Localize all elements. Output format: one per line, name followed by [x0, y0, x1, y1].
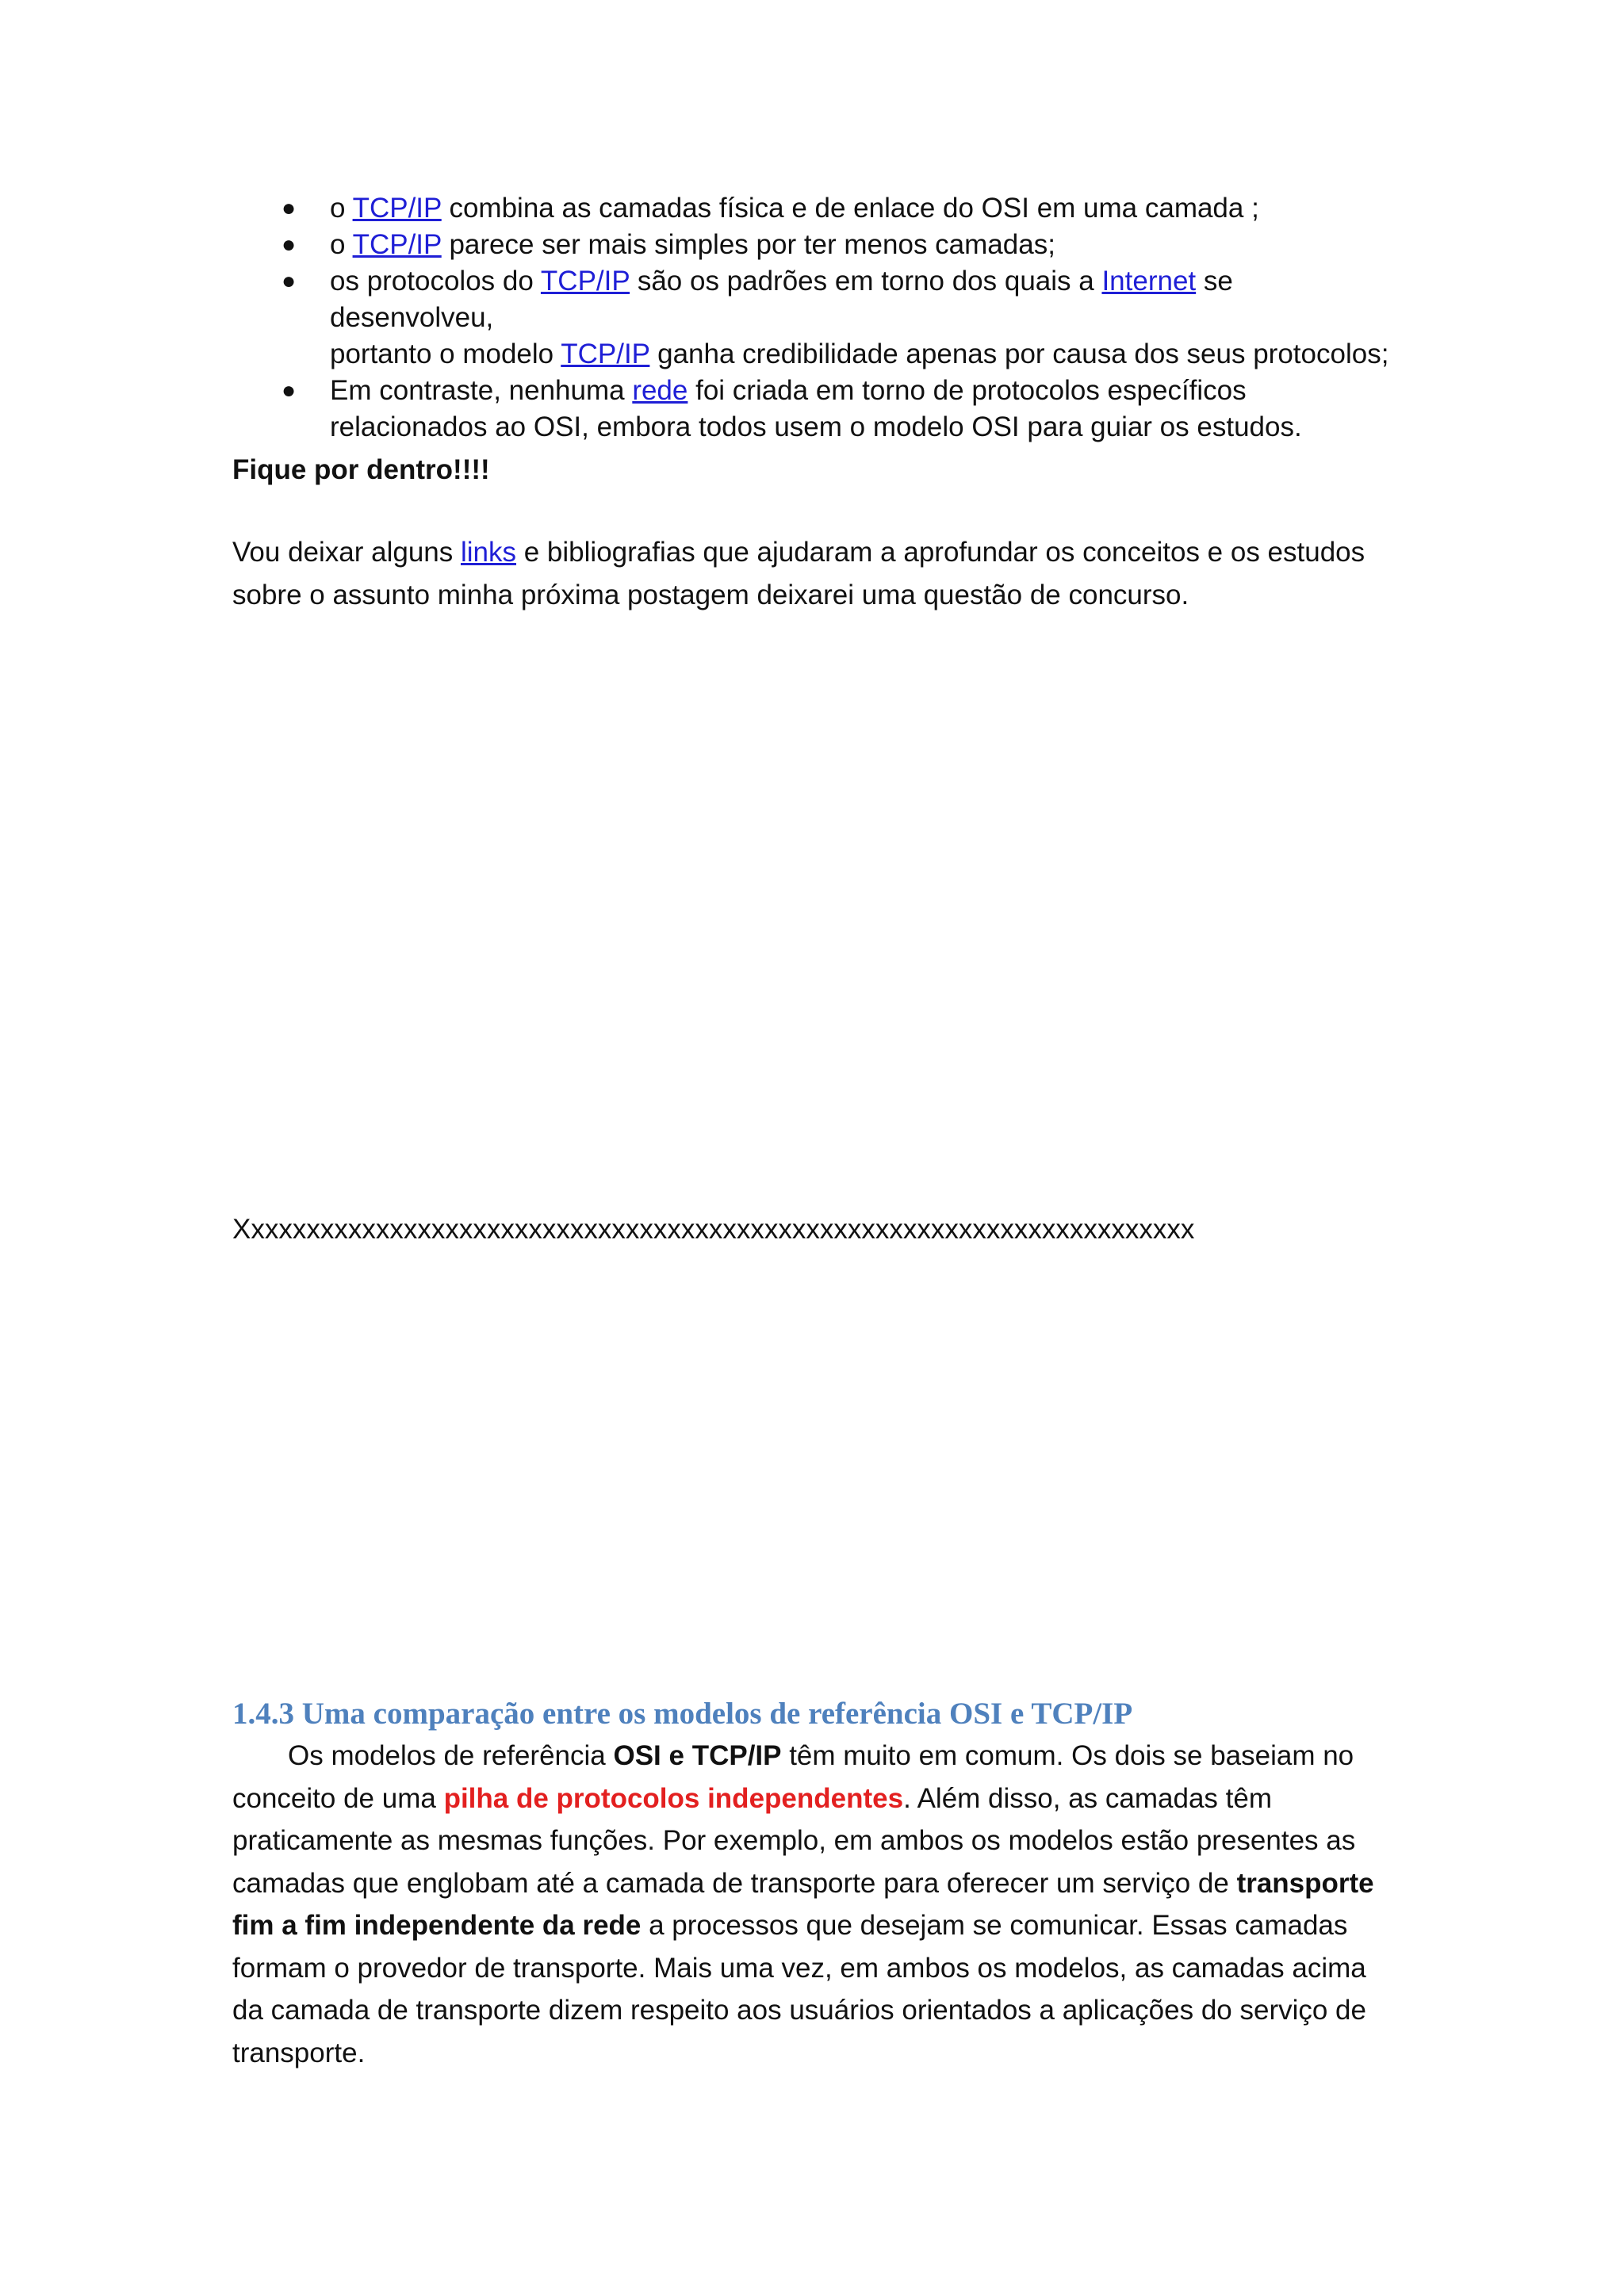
paragraph-text: Os modelos de referência — [288, 1740, 614, 1771]
bold-text: transporte fim a fim independente da rede — [232, 1867, 1374, 1941]
internet-link[interactable]: Internet — [1101, 266, 1197, 297]
list-item — [232, 227, 1398, 263]
bullet-section — [232, 190, 1398, 446]
tcpip-link[interactable]: TCP/IP — [352, 193, 442, 224]
bullet-text: Em contraste, nenhuma — [330, 375, 633, 406]
highlight-text: pilha de protocolos independentes — [443, 1782, 904, 1814]
bullet-text: relacionados ao OSI, embora todos usem o modelo OSI para guiar os estudos. — [330, 411, 1302, 442]
section-heading: 1.4.3 Uma comparação entre os modelos de referência OSI e TCP/IP — [232, 1697, 1133, 1731]
links-link[interactable]: links — [460, 537, 517, 568]
bullet-icon: ● — [282, 377, 297, 404]
bullet-icon: ● — [282, 195, 297, 221]
links-paragraph — [232, 531, 1398, 617]
fique-heading: Fique por dentro!!!! — [232, 454, 490, 485]
paragraph-text: a processos que desejam se comunicar. Essas camadas formam o provedor de transporte. Mais uma vez, em ambos os modelos, as camadas acima da camada de transporte dizem respeito aos usuários orientados a aplicações do serviço de transporte. — [232, 1910, 1366, 2068]
bullet-text: são os padrões em torno dos quais a — [630, 266, 1102, 297]
bullet-list — [232, 190, 1398, 446]
paragraph-text: sobre o assunto minha próxima postagem deixarei uma questão de concurso. — [232, 580, 1189, 610]
bullet-text: combina as camadas física e de enlace do OSI em uma camada ; — [441, 193, 1259, 224]
rede-link[interactable]: rede — [632, 375, 688, 406]
tcpip-link[interactable]: TCP/IP — [561, 339, 650, 369]
bullet-icon: ● — [282, 268, 297, 294]
body-paragraph — [232, 1735, 1390, 2074]
paragraph-text: e bibliografias que ajudaram a aprofundar os conceitos e os estudos — [516, 537, 1365, 568]
paragraph-text: Vou deixar alguns — [232, 537, 461, 568]
bullet-text: o — [330, 193, 353, 224]
bullet-text: foi criada em torno de protocolos específicos — [688, 375, 1247, 406]
bullet-text: parece ser mais simples por ter menos camadas; — [441, 229, 1055, 260]
bullet-text: os protocolos do — [330, 266, 541, 297]
list-item — [232, 373, 1398, 446]
tcpip-link[interactable]: TCP/IP — [540, 266, 630, 297]
tcpip-link[interactable]: TCP/IP — [352, 229, 442, 260]
bullet-text: se desenvolveu, — [330, 266, 1233, 333]
list-item — [232, 263, 1398, 373]
bullet-text: o — [330, 229, 353, 260]
paragraph-text: têm muito em comum. Os dois se baseiam no conceito de uma — [232, 1740, 1354, 1814]
paragraph-text: . Além disso, as camadas têm praticamente as mesmas funções. Por exemplo, em ambos os modelos estão presentes as camadas que englobam até a camada de transporte para oferecer um serviço de — [232, 1782, 1356, 1899]
bullet-text: portanto o modelo — [330, 339, 561, 369]
list-item — [232, 190, 1398, 227]
bullet-text: ganha credibilidade apenas por causa dos seus protocolos; — [649, 339, 1389, 369]
bold-text: OSI e TCP/IP — [613, 1740, 782, 1771]
placeholder-line: Xxxxxxxxxxxxxxxxxxxxxxxxxxxxxxxxxxxxxxxxxxxxxxxxxxxxxxxxxxxxxxxxxxxxx — [232, 1214, 1195, 1245]
bullet-icon: ● — [282, 232, 297, 258]
